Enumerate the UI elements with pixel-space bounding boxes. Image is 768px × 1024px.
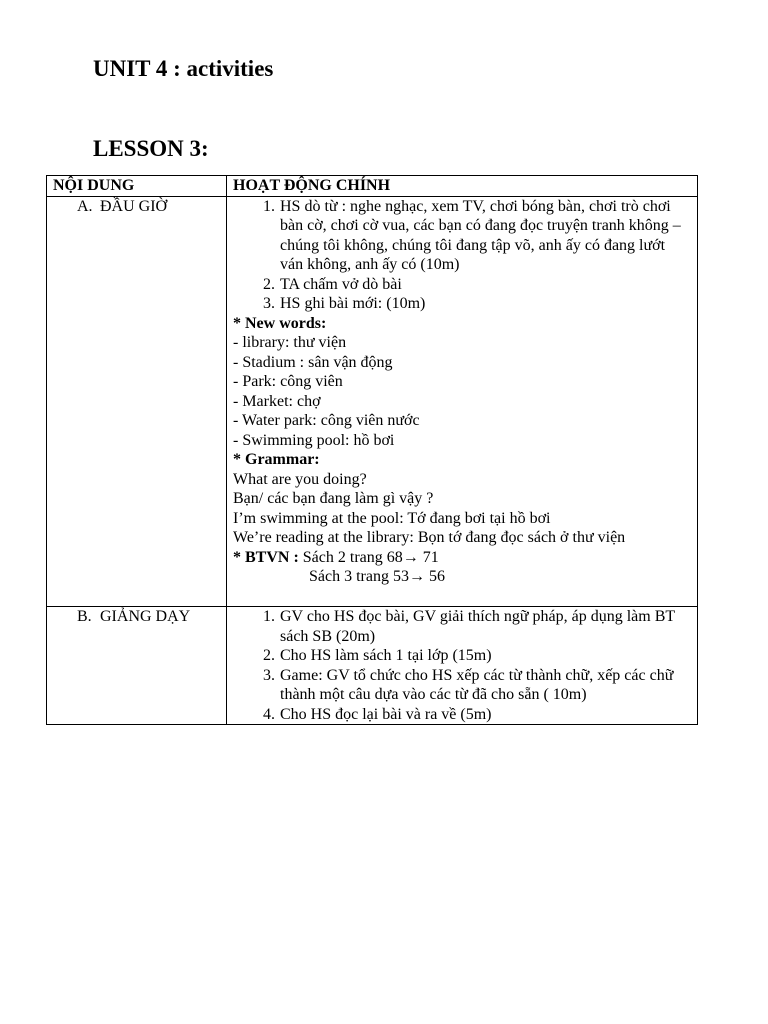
table-row-section-a <box>47 196 698 607</box>
grammar-line: Bạn/ các bạn đang làm gì vậy ? <box>233 490 434 507</box>
homework-line <box>233 548 691 568</box>
list-item: 2. Cho HS làm sách 1 tại lớp (15m) <box>279 646 691 666</box>
new-word-item: - Market: chợ <box>233 392 321 410</box>
list-item: 3. HS ghi bài mới: (10m) <box>279 294 691 314</box>
list-item: 2. TA chấm vở dò bài <box>279 275 691 295</box>
lesson-title: LESSON 3: <box>93 136 209 161</box>
grammar-title: * Grammar: <box>233 451 320 468</box>
section-a-title: ĐẦU GIỜ <box>100 197 168 215</box>
lesson-plan-table <box>46 175 698 725</box>
section-a-label-cell <box>47 196 227 607</box>
unit-title: UNIT 4 : activities <box>93 56 274 81</box>
section-a-steps <box>233 197 691 314</box>
section-b-title: GIẢNG DẠY <box>100 608 191 625</box>
homework-item-1: Sách 2 trang 68→ 71 <box>298 548 439 566</box>
new-word-item: - library: thư viện <box>233 334 347 351</box>
blank-line <box>233 587 691 607</box>
table-header-row <box>47 176 698 197</box>
header-activities: HOẠT ĐỘNG CHÍNH <box>227 176 698 197</box>
section-a-letter: A. <box>77 197 93 215</box>
list-item: 3. Game: GV tổ chức cho HS xếp các từ thành chữ, xếp các chữ thành một câu dựa vào các từ đã cho sẵn ( 10m) <box>279 666 691 705</box>
new-words-title: * New words: <box>233 314 327 332</box>
section-b-label-cell <box>47 607 227 725</box>
section-b-steps <box>233 607 691 724</box>
new-word-item: - Stadium : sân vận động <box>233 353 393 371</box>
table-row-section-b <box>47 607 698 725</box>
new-word-item: - Park: công viên <box>233 373 343 390</box>
grammar-line: We’re reading at the library: Bọn tớ đang đọc sách ở thư viện <box>233 529 626 546</box>
section-a-label <box>53 197 220 217</box>
list-item: 1. HS dò từ : nghe nghạc, xem TV, chơi bóng bàn, chơi trò chơi bàn cờ, chơi cờ vua, các bạn có đang đọc truyện tranh không – chúng tôi không, chúng tôi đang tập võ, anh ấy có đang lướt ván không, anh ấy có (10m) <box>279 197 691 275</box>
header-content: NỘI DUNG <box>47 176 227 197</box>
new-word-item: - Swimming pool: hồ bơi <box>233 431 395 449</box>
grammar-line: What are you doing? <box>233 470 367 488</box>
section-b-label <box>53 607 220 627</box>
grammar-line: I’m swimming at the pool: Tớ đang bơi tại hồ bơi <box>233 509 551 527</box>
list-item: 4. Cho HS đọc lại bài và ra về (5m) <box>279 705 691 725</box>
section-b-letter: B. <box>77 608 92 625</box>
homework-label: * BTVN : <box>233 548 299 566</box>
section-b-content-cell <box>227 607 698 725</box>
list-item: 1. GV cho HS đọc bài, GV giải thích ngữ pháp, áp dụng làm BT sách SB (20m) <box>279 607 691 646</box>
section-a-content-cell <box>227 196 698 607</box>
new-word-item: - Water park: công viên nước <box>233 412 420 429</box>
homework-item-2: Sách 3 trang 53→ 56 <box>309 568 445 585</box>
